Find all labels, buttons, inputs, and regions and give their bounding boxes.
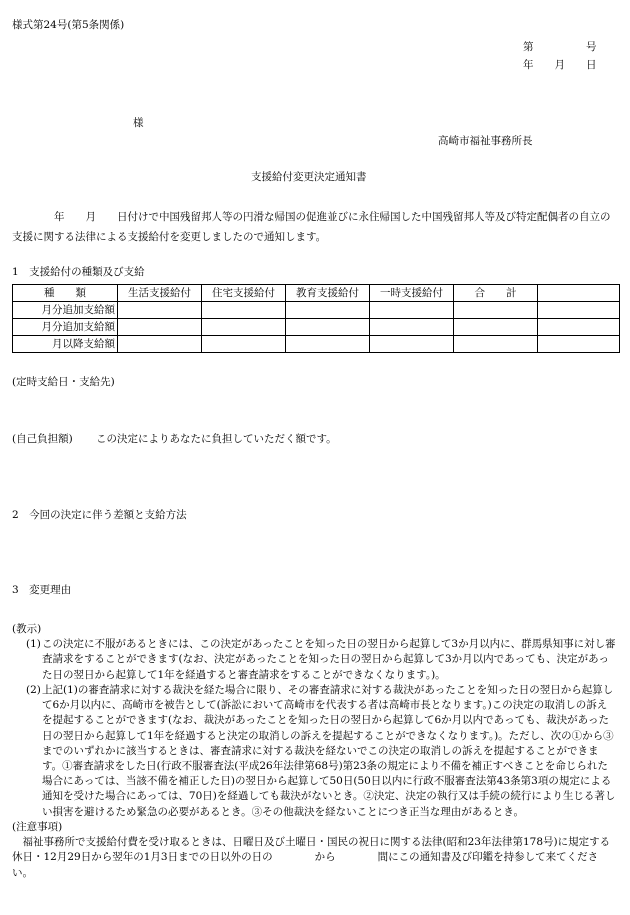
- table-cell: [202, 319, 286, 336]
- column-header: 教育支援給付: [286, 285, 370, 302]
- column-header: [538, 285, 620, 302]
- table-cell: [202, 302, 286, 319]
- section2-heading: 2 今回の決定に伴う差額と支給方法: [12, 509, 187, 521]
- table-cell: [202, 336, 286, 353]
- self-burden-label: (自己負担額): [12, 433, 73, 445]
- section3-heading: 3 変更理由: [12, 584, 72, 596]
- table-cell: [538, 319, 620, 336]
- benefit-table: [12, 284, 620, 353]
- table-cell: [118, 319, 202, 336]
- sender-office: 高崎市福祉事務所長: [438, 135, 533, 147]
- instruction-item: [12, 683, 617, 820]
- caution-heading: (注意事項): [12, 820, 63, 833]
- table-cell: [370, 336, 454, 353]
- self-burden-text: この決定によりあなたに負担していただく額です。: [96, 433, 337, 445]
- table-cell: [286, 302, 370, 319]
- column-header: 種 類: [13, 285, 118, 302]
- section1-heading: 1 支援給付の種類及び支給: [12, 266, 145, 278]
- form-number: 様式第24号(第5条関係): [12, 19, 125, 31]
- table-cell: [370, 302, 454, 319]
- intro-paragraph: 年 月 日付けで中国残留邦人等の円滑な帰国の促進並びに永住帰国した中国残留邦人等及び特定配偶者の自立の支援に関する法律による支援給付を変更しましたので通知します。: [12, 211, 611, 243]
- instruction-section: [12, 622, 617, 881]
- table-cell: [286, 336, 370, 353]
- row-label: 月分追加支給額: [13, 319, 118, 336]
- table-cell: [118, 336, 202, 353]
- instruction-item: [12, 637, 617, 683]
- instruction-heading: (教示): [12, 623, 42, 635]
- table-cell: [118, 302, 202, 319]
- table-cell: [454, 302, 538, 319]
- payment-note: (定時支給日・支給先): [12, 376, 115, 388]
- caution-text: 福祉事務所で支援給付費を受け取るときは、日曜日及び土曜日・国民の祝日に関する法律(昭和23年法律第178号)に規定する休日・12月29日から翌年の1月3日までの日以外の日の から 間にこの通知書及び印鑑を持参して来てください。: [12, 836, 611, 879]
- column-header: 住宅支援給付: [202, 285, 286, 302]
- table-cell: [370, 319, 454, 336]
- row-label: 月以降支給額: [13, 336, 118, 353]
- document-number: 第 号: [523, 41, 597, 53]
- column-header: 合 計: [454, 285, 538, 302]
- column-header: 一時支援給付: [370, 285, 454, 302]
- item-text: 上記(1)の審査請求に対する裁決を経た場合に限り、その審査請求に対する裁決があったことを知った日の翌日から起算して6か月以内に、高崎市を被告として(訴訟において高崎市を代表する者は高崎市長となります。)この決定の取消しの訴えを提起することができます(なお、裁決があったことを知った日の翌日から起算して6か月以内であっても、裁決があった日の翌日から起算して1年を経過すると決定の取消しの訴えを提起することができなくなります。)。ただし、次の①から③までのいずれかに該当するときは、審査請求に対する裁決を経ないでこの決定の取消しの訴えを提起することができます。①審査請求をした日(行政不服審査法(平成26年法律第68号)第23条の規定により不備を補正すべきことを命じられた場合にあっては、当該不備を補正した日)の翌日から起算して50日(50日以内に行政不服審査法第43条第3項の規定による通知を受けた場合にあっては、70日)を経過しても裁決がないとき。②決定、決定の執行又は手続の続行により生じる著しい損害を避けるため緊急の必要があるとき。③その他裁決を経ないことにつき正当な理由があるとき。: [42, 683, 616, 818]
- recipient-suffix: 様: [133, 117, 144, 129]
- item-number: (1): [26, 638, 41, 651]
- table-row: [13, 319, 620, 336]
- table-row: [13, 336, 620, 353]
- issue-date: 年 月 日: [523, 59, 597, 71]
- item-number: (2): [26, 683, 41, 696]
- table-cell: [538, 336, 620, 353]
- table-header-row: [13, 285, 620, 302]
- page-title: 支援給付変更決定通知書: [251, 171, 367, 183]
- table-row: [13, 302, 620, 319]
- table-cell: [538, 302, 620, 319]
- column-header: 生活支援給付: [118, 285, 202, 302]
- item-text: この決定に不服があるときには、この決定があったことを知った日の翌日から起算して3か月以内に、群馬県知事に対し審査請求をすることができます(なお、決定があったことを知った日の翌日から起算して3か月以内であっても、決定があった日の翌日から起算して1年を経過すると審査請求をすることができなくなります。)。: [42, 638, 616, 681]
- table-cell: [454, 319, 538, 336]
- table-cell: [454, 336, 538, 353]
- table-cell: [286, 319, 370, 336]
- row-label: 月分追加支給額: [13, 302, 118, 319]
